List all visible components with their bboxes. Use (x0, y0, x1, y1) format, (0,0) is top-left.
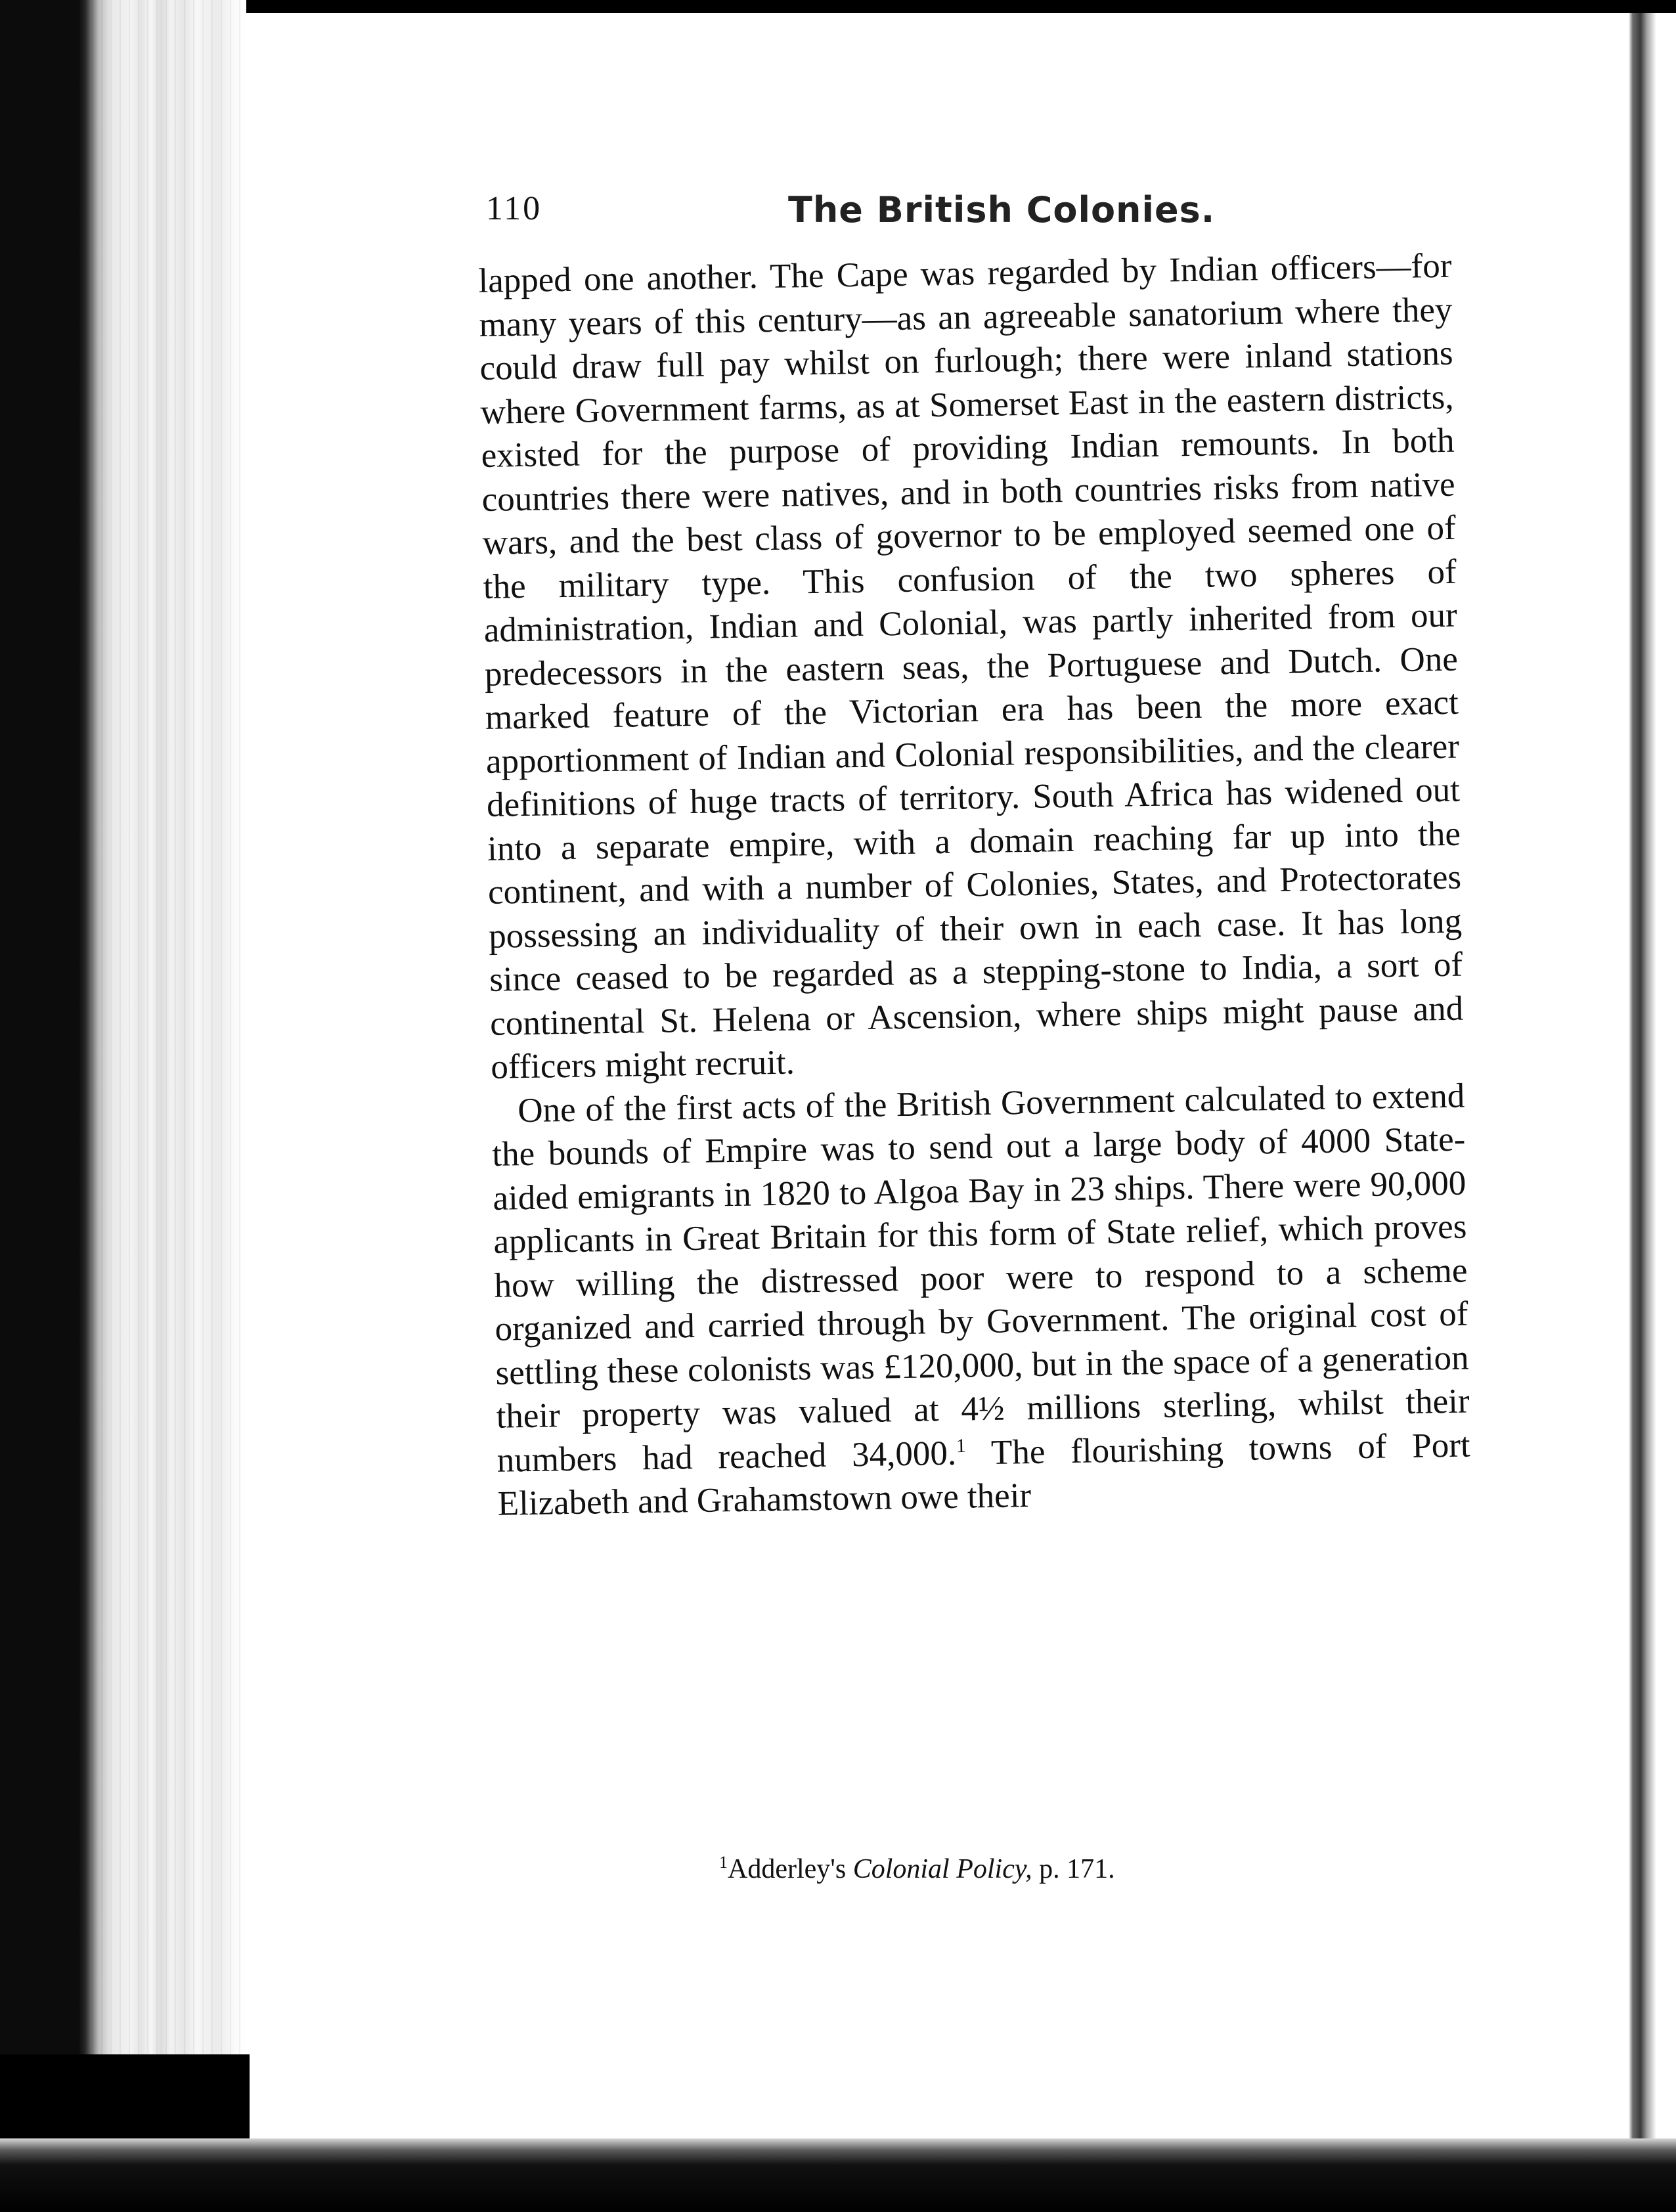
book-page-edges (0, 0, 246, 2212)
book-right-edge (1584, 13, 1676, 2141)
footnote-marker: 1 (719, 1853, 728, 1872)
paragraph-2-text: One of the first acts of the British Government calculated to extend the bounds of Empire was to send out a large body of 4000 State-aided emigrants in 1820 to Algoa Bay in 23 ships. There were 90,000 applicants in Great Britain for this form of State relief, which proves how willing the distressed poor were to respond to a scheme organized and carried through by Government. The original cost of settling these colonists was £120,000, but in the space of a generation their property was valued at 4½ millions sterling, whilst their numbers had reached 34,000. (491, 1076, 1470, 1480)
paragraph-1: lapped one another. The Cape was regarded by Indian officers—for many years of this century—as an agreeable sanatorium where they could draw full pay whilst on furlough; there were inland stations where Government farms, as at Somerset East in the eastern districts, existed for the purpose of providing Indian remounts. In both countries there were natives, and in both countries risks from native wars, and the best class of governor to be employed seemed one of the military type. This confusion of the two spheres of administration, Indian and Colonial, was partly inherited from our predecessors in the eastern seas, the Portuguese and Dutch. One marked feature of the Victorian era has been the more exact apportionment of Indian and Colonial responsibilities, and the clearer definitions of huge tracts of territory. South Africa has widened out into a separate empire, with a domain reaching far up into the continent, and with a number of Colonies, States, and Protectorates possessing an individuality of their own in each case. It has long since ceased to be regarded as a stepping-stone to India, a sort of continental St. Helena or Ascension, where ships might pause and officers might recruit. (478, 246, 1464, 1086)
page-header (486, 189, 1471, 235)
footnote-page: p. 171. (1032, 1854, 1115, 1884)
footnote-author: Adderley's (728, 1854, 853, 1884)
footnote (719, 1853, 1115, 1885)
body-text (478, 244, 1471, 1526)
running-title: The British Colonies. (788, 189, 1216, 231)
footnote-title: Colonial Policy, (852, 1854, 1032, 1884)
footnote-reference: 1 (956, 1434, 967, 1457)
book-page (460, 0, 1471, 2212)
paragraph-2-continuation: The flourishing towns of Port Elizabeth and Grahamstown owe their (497, 1425, 1470, 1523)
page-number: 110 (486, 190, 542, 227)
paragraph-2 (491, 1074, 1471, 1526)
